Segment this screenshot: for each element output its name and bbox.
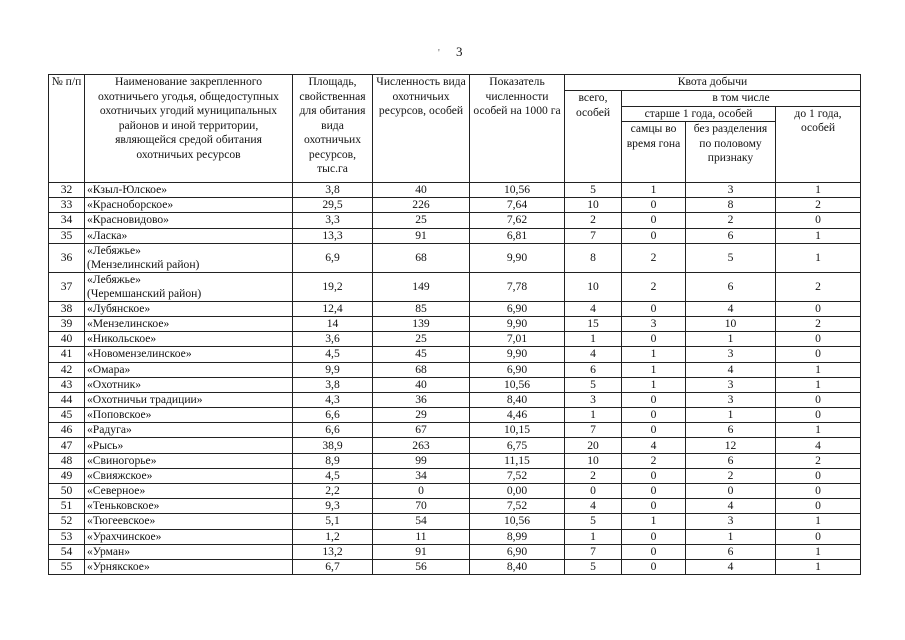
hunting-ground-name: «Тюгеевское» [87, 514, 156, 528]
cell-young: 0 [776, 408, 861, 423]
cell-total: 4 [565, 347, 622, 362]
cell-name [85, 228, 293, 243]
cell-nosex: 3 [686, 377, 776, 392]
cell-young: 1 [776, 243, 861, 272]
cell-density: 10,15 [470, 423, 565, 438]
cell-density: 10,56 [470, 183, 565, 198]
cell-area: 2,2 [293, 484, 373, 499]
cell-young: 0 [776, 213, 861, 228]
cell-n: 37 [49, 272, 85, 301]
cell-n: 33 [49, 198, 85, 213]
cell-young: 1 [776, 183, 861, 198]
cell-name [85, 408, 293, 423]
hunting-quota-table [48, 74, 861, 575]
cell-males: 0 [622, 332, 686, 347]
cell-count: 91 [373, 228, 470, 243]
hunting-ground-name: «Новомензелинское» [87, 347, 192, 361]
hunting-ground-name: «Красноборское» [87, 198, 174, 212]
cell-n: 38 [49, 301, 85, 316]
cell-area: 13,3 [293, 228, 373, 243]
cell-total: 4 [565, 499, 622, 514]
cell-males: 0 [622, 559, 686, 574]
cell-nosex: 1 [686, 332, 776, 347]
cell-area: 6,6 [293, 423, 373, 438]
cell-area: 3,3 [293, 213, 373, 228]
cell-nosex: 2 [686, 468, 776, 483]
cell-density: 8,40 [470, 392, 565, 407]
cell-count: 149 [373, 272, 470, 301]
cell-total: 10 [565, 198, 622, 213]
cell-nosex: 6 [686, 228, 776, 243]
hunting-ground-name: «Теньковское» [87, 499, 160, 513]
cell-nosex: 4 [686, 301, 776, 316]
cell-males: 0 [622, 529, 686, 544]
cell-young: 1 [776, 377, 861, 392]
cell-nosex: 6 [686, 423, 776, 438]
cell-area: 1,2 [293, 529, 373, 544]
cell-n: 42 [49, 362, 85, 377]
cell-count: 0 [373, 484, 470, 499]
hunting-ground-district: (Мензелинский район) [87, 257, 200, 271]
cell-name [85, 514, 293, 529]
cell-total: 4 [565, 301, 622, 316]
cell-n: 43 [49, 377, 85, 392]
header-total: всего, особей [565, 91, 622, 183]
cell-n: 39 [49, 316, 85, 331]
cell-count: 67 [373, 423, 470, 438]
table-row [49, 198, 861, 213]
table-row [49, 559, 861, 574]
table-row [49, 408, 861, 423]
cell-density: 7,62 [470, 213, 565, 228]
cell-males: 0 [622, 499, 686, 514]
cell-count: 45 [373, 347, 470, 362]
cell-count: 68 [373, 243, 470, 272]
cell-count: 68 [373, 362, 470, 377]
cell-nosex: 1 [686, 408, 776, 423]
cell-total: 0 [565, 484, 622, 499]
header-older: старше 1 года, особей [622, 106, 776, 122]
page-number: 3 [456, 44, 463, 59]
cell-count: 139 [373, 316, 470, 331]
cell-count: 29 [373, 408, 470, 423]
cell-name [85, 243, 293, 272]
cell-total: 6 [565, 362, 622, 377]
table-row [49, 228, 861, 243]
table-row [49, 514, 861, 529]
cell-nosex: 10 [686, 316, 776, 331]
cell-name [85, 499, 293, 514]
cell-density: 7,52 [470, 499, 565, 514]
cell-area: 4,3 [293, 392, 373, 407]
header-quota: Квота добычи [565, 75, 861, 91]
hunting-ground-name: «Красновидово» [87, 213, 169, 227]
table-row [49, 332, 861, 347]
cell-density: 9,90 [470, 316, 565, 331]
cell-n: 49 [49, 468, 85, 483]
header-including: в том числе [622, 91, 861, 107]
cell-count: 99 [373, 453, 470, 468]
cell-density: 7,64 [470, 198, 565, 213]
table-row [49, 301, 861, 316]
cell-young: 0 [776, 301, 861, 316]
cell-males: 2 [622, 453, 686, 468]
cell-males: 0 [622, 392, 686, 407]
cell-young: 0 [776, 484, 861, 499]
cell-males: 0 [622, 544, 686, 559]
hunting-ground-name: «Поповское» [87, 408, 152, 422]
cell-area: 5,1 [293, 514, 373, 529]
hunting-ground-name: «Лебяжье» [87, 243, 141, 257]
cell-area: 13,2 [293, 544, 373, 559]
cell-name [85, 198, 293, 213]
cell-males: 4 [622, 438, 686, 453]
cell-males: 1 [622, 183, 686, 198]
cell-n: 45 [49, 408, 85, 423]
cell-total: 8 [565, 243, 622, 272]
cell-nosex: 3 [686, 514, 776, 529]
cell-count: 40 [373, 183, 470, 198]
cell-area: 12,4 [293, 301, 373, 316]
cell-males: 2 [622, 272, 686, 301]
hunting-ground-name: «Свиногорье» [87, 453, 157, 467]
cell-count: 40 [373, 377, 470, 392]
cell-density: 9,90 [470, 347, 565, 362]
cell-total: 3 [565, 392, 622, 407]
hunting-ground-name: «Радуга» [87, 423, 132, 437]
cell-total: 2 [565, 468, 622, 483]
cell-n: 52 [49, 514, 85, 529]
cell-area: 4,5 [293, 468, 373, 483]
hunting-ground-name: «Охотник» [87, 377, 142, 391]
cell-name [85, 362, 293, 377]
table-row [49, 544, 861, 559]
cell-name [85, 377, 293, 392]
cell-name [85, 213, 293, 228]
cell-count: 25 [373, 213, 470, 228]
hunting-ground-name: «Урахчинское» [87, 529, 162, 543]
cell-nosex: 4 [686, 362, 776, 377]
cell-area: 6,7 [293, 559, 373, 574]
cell-males: 0 [622, 468, 686, 483]
cell-young: 0 [776, 347, 861, 362]
cell-young: 0 [776, 332, 861, 347]
cell-area: 8,9 [293, 453, 373, 468]
cell-density: 6,81 [470, 228, 565, 243]
cell-males: 0 [622, 213, 686, 228]
cell-males: 0 [622, 408, 686, 423]
cell-nosex: 2 [686, 213, 776, 228]
cell-n: 50 [49, 484, 85, 499]
cell-name [85, 529, 293, 544]
table-row [49, 499, 861, 514]
cell-young: 2 [776, 453, 861, 468]
cell-area: 14 [293, 316, 373, 331]
cell-total: 1 [565, 332, 622, 347]
cell-density: 7,01 [470, 332, 565, 347]
cell-males: 1 [622, 377, 686, 392]
cell-density: 10,56 [470, 377, 565, 392]
hunting-ground-district: (Черемшанский район) [87, 286, 202, 300]
cell-young: 4 [776, 438, 861, 453]
cell-young: 0 [776, 468, 861, 483]
cell-total: 5 [565, 377, 622, 392]
cell-total: 10 [565, 272, 622, 301]
cell-young: 2 [776, 316, 861, 331]
cell-young: 0 [776, 392, 861, 407]
cell-density: 7,78 [470, 272, 565, 301]
cell-density: 0,00 [470, 484, 565, 499]
cell-density: 6,90 [470, 544, 565, 559]
cell-name [85, 392, 293, 407]
hunting-ground-name: «Рысь» [87, 438, 124, 452]
hunting-ground-name: «Свияжское» [87, 468, 153, 482]
cell-young: 1 [776, 423, 861, 438]
cell-name [85, 301, 293, 316]
cell-n: 54 [49, 544, 85, 559]
cell-males: 1 [622, 514, 686, 529]
cell-total: 15 [565, 316, 622, 331]
cell-young: 2 [776, 198, 861, 213]
cell-males: 1 [622, 362, 686, 377]
header-males: самцы во время гона [622, 122, 686, 183]
cell-name [85, 423, 293, 438]
cell-nosex: 3 [686, 183, 776, 198]
cell-young: 1 [776, 228, 861, 243]
cell-area: 6,6 [293, 408, 373, 423]
table-header [49, 75, 861, 183]
cell-area: 3,6 [293, 332, 373, 347]
cell-young: 1 [776, 544, 861, 559]
hunting-ground-name: «Никольское» [87, 332, 157, 346]
cell-total: 7 [565, 544, 622, 559]
page-mark: ' [438, 48, 440, 59]
cell-count: 11 [373, 529, 470, 544]
cell-count: 56 [373, 559, 470, 574]
cell-males: 0 [622, 228, 686, 243]
cell-density: 9,90 [470, 243, 565, 272]
cell-males: 2 [622, 243, 686, 272]
cell-total: 7 [565, 423, 622, 438]
cell-males: 0 [622, 198, 686, 213]
cell-nosex: 4 [686, 559, 776, 574]
cell-density: 8,99 [470, 529, 565, 544]
table-row [49, 362, 861, 377]
hunting-ground-name: «Охотничьи традиции» [87, 392, 203, 406]
cell-area: 9,3 [293, 499, 373, 514]
table-row [49, 423, 861, 438]
table-row [49, 347, 861, 362]
table-row [49, 243, 861, 272]
cell-n: 55 [49, 559, 85, 574]
cell-nosex: 3 [686, 347, 776, 362]
cell-nosex: 3 [686, 392, 776, 407]
table-row [49, 484, 861, 499]
cell-nosex: 0 [686, 484, 776, 499]
table-body [49, 183, 861, 575]
cell-nosex: 8 [686, 198, 776, 213]
cell-area: 3,8 [293, 183, 373, 198]
table-row [49, 453, 861, 468]
cell-young: 0 [776, 499, 861, 514]
cell-total: 5 [565, 559, 622, 574]
cell-young: 1 [776, 514, 861, 529]
table-row [49, 529, 861, 544]
cell-young: 1 [776, 362, 861, 377]
cell-total: 5 [565, 514, 622, 529]
table-row [49, 468, 861, 483]
cell-area: 4,5 [293, 347, 373, 362]
cell-total: 5 [565, 183, 622, 198]
hunting-ground-name: «Урнякское» [87, 560, 150, 574]
cell-young: 2 [776, 272, 861, 301]
cell-young: 1 [776, 559, 861, 574]
cell-name [85, 544, 293, 559]
header-density: Показатель численности особей на 1000 га [470, 75, 565, 183]
cell-count: 91 [373, 544, 470, 559]
cell-area: 29,5 [293, 198, 373, 213]
cell-nosex: 4 [686, 499, 776, 514]
table-row [49, 272, 861, 301]
table-row [49, 183, 861, 198]
cell-density: 8,40 [470, 559, 565, 574]
hunting-ground-name: «Мензелинское» [87, 317, 170, 331]
cell-area: 6,9 [293, 243, 373, 272]
header-count: Численность вида охотничьих ресурсов, особей [373, 75, 470, 183]
cell-nosex: 6 [686, 272, 776, 301]
cell-density: 11,15 [470, 453, 565, 468]
hunting-ground-name: «Северное» [87, 484, 146, 498]
cell-total: 1 [565, 408, 622, 423]
cell-n: 40 [49, 332, 85, 347]
cell-males: 1 [622, 347, 686, 362]
cell-n: 36 [49, 243, 85, 272]
cell-nosex: 1 [686, 529, 776, 544]
cell-area: 3,8 [293, 377, 373, 392]
cell-count: 263 [373, 438, 470, 453]
cell-name [85, 347, 293, 362]
cell-density: 6,90 [470, 301, 565, 316]
cell-count: 226 [373, 198, 470, 213]
cell-name [85, 272, 293, 301]
cell-males: 0 [622, 423, 686, 438]
cell-name [85, 332, 293, 347]
cell-name [85, 559, 293, 574]
cell-nosex: 12 [686, 438, 776, 453]
table-row [49, 316, 861, 331]
cell-count: 34 [373, 468, 470, 483]
header-num: № п/п [49, 75, 85, 183]
cell-n: 34 [49, 213, 85, 228]
cell-name [85, 468, 293, 483]
cell-area: 19,2 [293, 272, 373, 301]
cell-name [85, 316, 293, 331]
cell-area: 9,9 [293, 362, 373, 377]
cell-count: 25 [373, 332, 470, 347]
cell-males: 0 [622, 484, 686, 499]
cell-young: 0 [776, 529, 861, 544]
cell-n: 32 [49, 183, 85, 198]
cell-density: 6,90 [470, 362, 565, 377]
cell-count: 85 [373, 301, 470, 316]
cell-density: 10,56 [470, 514, 565, 529]
cell-total: 2 [565, 213, 622, 228]
hunting-ground-name: «Урман» [87, 544, 131, 558]
cell-total: 1 [565, 529, 622, 544]
cell-density: 6,75 [470, 438, 565, 453]
hunting-ground-name: «Лебяжье» [87, 272, 141, 286]
hunting-ground-name: «Кзыл-Юлское» [87, 183, 168, 197]
cell-count: 70 [373, 499, 470, 514]
cell-n: 53 [49, 529, 85, 544]
cell-nosex: 5 [686, 243, 776, 272]
cell-n: 51 [49, 499, 85, 514]
cell-density: 4,46 [470, 408, 565, 423]
table-row [49, 377, 861, 392]
table-row [49, 438, 861, 453]
hunting-ground-name: «Лубянское» [87, 301, 151, 315]
cell-males: 0 [622, 301, 686, 316]
cell-n: 44 [49, 392, 85, 407]
cell-name [85, 453, 293, 468]
header-name: Наименование закрепленного охотничьего угодья, общедоступных охотничьих угодий муниципальных районов и иной территории, являющейся средой обитания охотничьих ресурсов [85, 75, 293, 183]
cell-n: 48 [49, 453, 85, 468]
cell-n: 46 [49, 423, 85, 438]
cell-males: 3 [622, 316, 686, 331]
hunting-ground-name: «Омара» [87, 362, 131, 376]
header-nosex: без разделения по половому признаку [686, 122, 776, 183]
cell-density: 7,52 [470, 468, 565, 483]
cell-count: 36 [373, 392, 470, 407]
hunting-ground-name: «Ласка» [87, 228, 128, 242]
cell-nosex: 6 [686, 544, 776, 559]
header-area: Площадь, свойственная для обитания вида охотничьих ресурсов, тыс.га [293, 75, 373, 183]
cell-name [85, 484, 293, 499]
cell-total: 7 [565, 228, 622, 243]
cell-nosex: 6 [686, 453, 776, 468]
cell-name [85, 438, 293, 453]
header-younger: до 1 года, особей [776, 106, 861, 183]
cell-n: 41 [49, 347, 85, 362]
cell-total: 20 [565, 438, 622, 453]
cell-n: 47 [49, 438, 85, 453]
table-row [49, 213, 861, 228]
table-row [49, 392, 861, 407]
cell-total: 10 [565, 453, 622, 468]
cell-n: 35 [49, 228, 85, 243]
cell-area: 38,9 [293, 438, 373, 453]
cell-name [85, 183, 293, 198]
cell-count: 54 [373, 514, 470, 529]
